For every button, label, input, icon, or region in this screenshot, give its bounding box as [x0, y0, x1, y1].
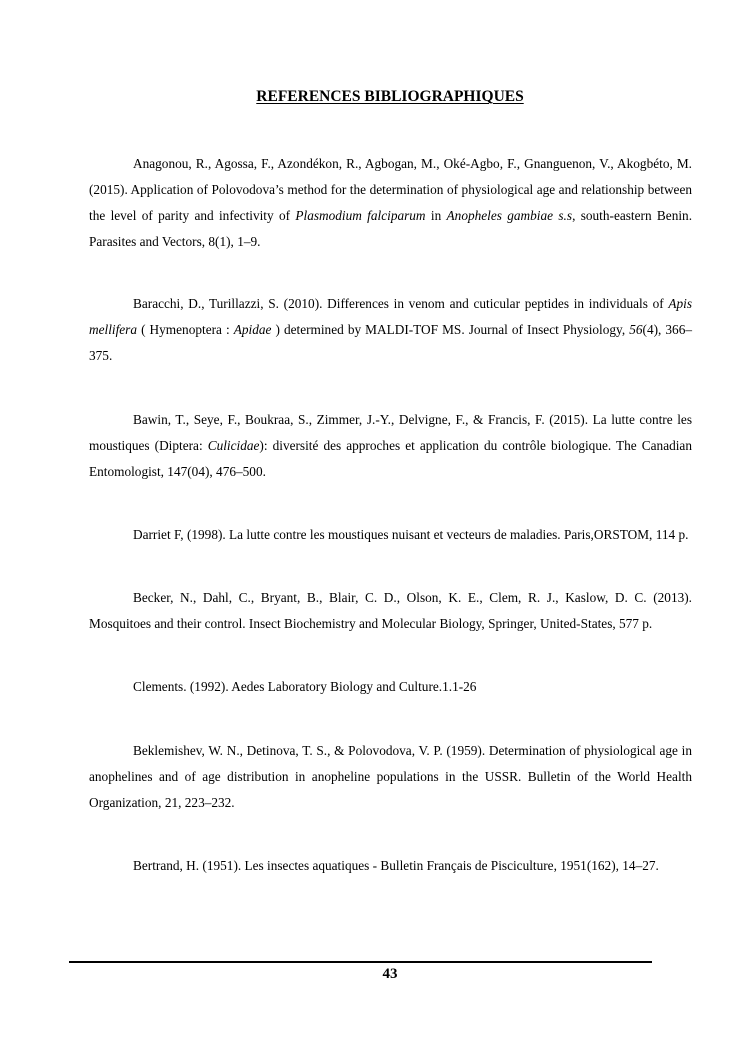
reference-italic-text: Apidae — [233, 322, 272, 337]
reference-text: Baracchi, D., Turillazzi, S. (2010). Differences in venom and cuticular peptides in individuals of — [133, 296, 669, 311]
reference-text: ): diversité des approches et application du contrôle biologique. The Canadian Entomologist, 147(04), 476–500. — [89, 438, 692, 479]
reference-text: ) determined by MALDI-TOF MS. Journal of Insect Physiology, — [271, 322, 630, 337]
reference-text: Darriet F, (1998). La lutte contre les moustiques nuisant et vecteurs de maladies. Paris,ORSTOM, 114 p. — [133, 527, 689, 542]
page-number: 43 — [382, 966, 398, 982]
reference-item — [89, 407, 692, 485]
reference-italic-text: 56 — [629, 322, 643, 337]
reference-text: Clements. (1992). Aedes Laboratory Biology and Culture.1.1-26 — [133, 679, 477, 694]
reference-text: Bertrand, H. (1951). Les insectes aquatiques - Bulletin Français de Pisciculture, 1951(162), 14–27. — [133, 858, 659, 873]
reference-text: Anagonou, R., Agossa, F., Azondékon, R., Agbogan, M., Oké-Agbo, F., Gnanguenon, V., Akogbéto, M. (2015). Application of Polovodova’s method for the determination of physiological age and relationship between the level of parity and infectivity of — [89, 156, 692, 223]
reference-italic-text: Anopheles gambiae s.s — [446, 208, 573, 223]
reference-italic-text: Culicidae — [207, 438, 260, 453]
reference-text: , south-eastern Benin. Parasites and Vectors, 8(1), 1–9. — [89, 208, 693, 249]
reference-item — [89, 853, 692, 879]
footer-divider — [69, 961, 652, 963]
reference-text: (4), 366–375. — [89, 322, 692, 363]
reference-text: ( Hymenoptera : — [137, 322, 234, 337]
page-title: REFERENCES BIBLIOGRAPHIQUES — [256, 88, 524, 105]
reference-item — [89, 291, 692, 369]
reference-italic-text: Plasmodium falciparum — [295, 208, 426, 223]
reference-item — [89, 585, 692, 637]
reference-text: Bawin, T., Seye, F., Boukraa, S., Zimmer, J.-Y., Delvigne, F., & Francis, F. (2015). La lutte contre les moustiques (Diptera: — [89, 412, 692, 453]
reference-item — [89, 674, 692, 700]
reference-item — [89, 522, 692, 548]
reference-item — [89, 738, 692, 816]
reference-italic-text: Apis mellifera — [89, 296, 692, 337]
reference-text: Becker, N., Dahl, C., Bryant, B., Blair, C. D., Olson, K. E., Clem, R. J., Kaslow, D. C. (2013). Mosquitoes and their control. Insect Biochemistry and Molecular Biology, Springer, United-States, 577 p. — [89, 590, 692, 631]
reference-text: in — [425, 208, 447, 223]
reference-text: Beklemishev, W. N., Detinova, T. S., & Polovodova, V. P. (1959). Determination of physiological age in anophelines and of age distribution in anopheline populations in the USSR. Bulletin of the World Health Organization, 21, 223–232. — [89, 743, 692, 810]
reference-list — [89, 151, 692, 879]
reference-item — [89, 151, 692, 255]
